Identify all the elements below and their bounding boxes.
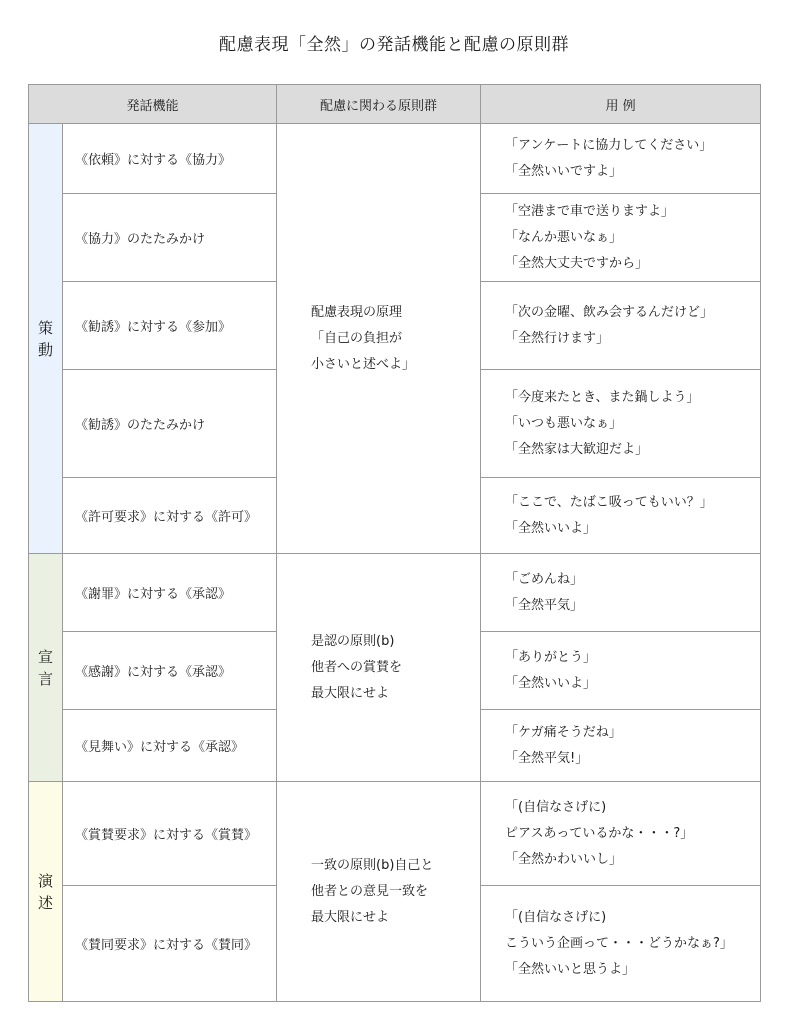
category-cell: 策 動 <box>29 124 63 554</box>
example-cell: 「アンケートに協力してください」 「全然いいですよ」 <box>481 124 761 194</box>
example-cell: 「今度来たとき、また鍋しよう」 「いつも悪いなぁ」 「全然家は大歓迎だよ」 <box>481 370 761 478</box>
speech-function-cell: 《感謝》に対する《承認》 <box>63 632 277 710</box>
example-cell: 「ごめんね」 「全然平気」 <box>481 554 761 632</box>
speech-function-cell: 《勧誘》のたたみかけ <box>63 370 277 478</box>
example-cell: 「次の金曜、飲み会するんだけど」 「全然行けます」 <box>481 282 761 370</box>
principle-cell: 是認の原則(b) 他者への賞賛を 最大限にせよ <box>277 554 481 782</box>
principle-cell: 一致の原則(b)自己と 他者との意見一致を 最大限にせよ <box>277 782 481 1002</box>
speech-function-cell: 《賞賛要求》に対する《賞賛》 <box>63 782 277 886</box>
example-cell: 「空港まで車で送りますよ」 「なんか悪いなぁ」 「全然大丈夫ですから」 <box>481 194 761 282</box>
table-row <box>29 124 761 194</box>
speech-function-cell: 《勧誘》に対する《参加》 <box>63 282 277 370</box>
speech-function-cell: 《許可要求》に対する《許可》 <box>63 478 277 554</box>
category-cell: 宣 言 <box>29 554 63 782</box>
header-speech-function: 発話機能 <box>29 85 277 124</box>
example-cell: 「ありがとう」 「全然いいよ」 <box>481 632 761 710</box>
speech-function-table <box>28 84 761 1002</box>
header-examples: 用 例 <box>481 85 761 124</box>
example-cell: 「ここで、たばこ吸ってもいい？」 「全然いいよ」 <box>481 478 761 554</box>
example-cell: 「ケガ痛そうだね」 「全然平気!」 <box>481 710 761 782</box>
page-title: 配慮表現「全然」の発話機能と配慮の原則群 <box>219 35 569 55</box>
example-cell: 「(自信なさげに) こういう企画って・・・どうかなぁ?」 「全然いいと思うよ」 <box>481 886 761 1002</box>
category-cell: 演 述 <box>29 782 63 1002</box>
speech-function-cell: 《依頼》に対する《協力》 <box>63 124 277 194</box>
header-principles: 配慮に関わる原則群 <box>277 85 481 124</box>
example-cell: 「(自信なさげに) ピアスあっているかな・・・?」 「全然かわいいし」 <box>481 782 761 886</box>
speech-function-cell: 《謝罪》に対する《承認》 <box>63 554 277 632</box>
principle-cell: 配慮表現の原理 「自己の負担が 小さいと述べよ」 <box>277 124 481 554</box>
speech-function-cell: 《協力》のたたみかけ <box>63 194 277 282</box>
table-row <box>29 554 761 632</box>
table-row <box>29 782 761 886</box>
header-row <box>29 85 761 124</box>
speech-function-cell: 《見舞い》に対する《承認》 <box>63 710 277 782</box>
speech-function-cell: 《賛同要求》に対する《賛同》 <box>63 886 277 1002</box>
